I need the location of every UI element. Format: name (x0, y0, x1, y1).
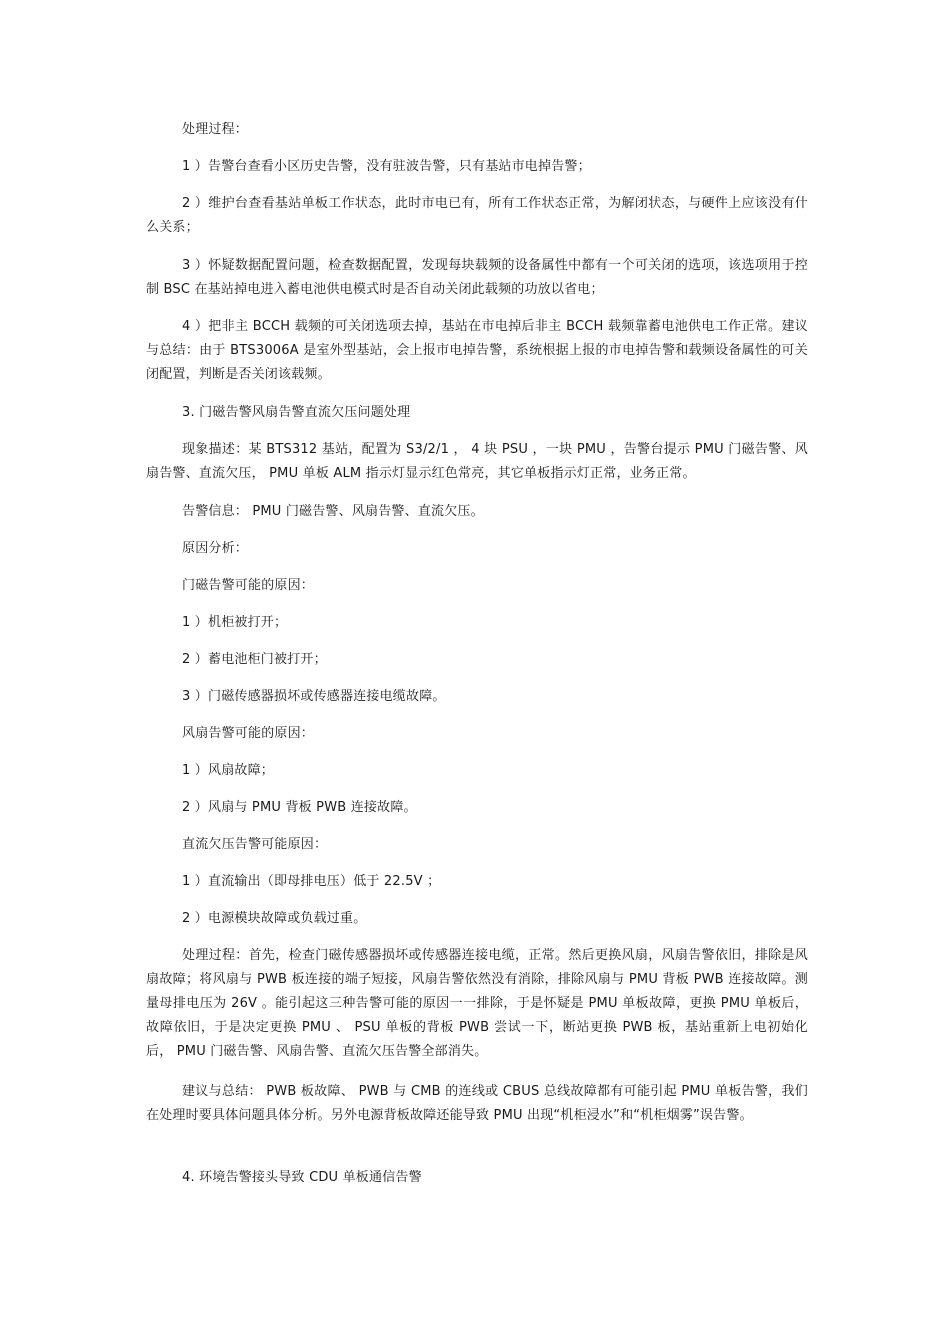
paragraph-step-1: 1 ）告警台查看小区历史告警，没有驻波告警，只有基站市电掉告警； (182, 159, 591, 174)
paragraph-step-3: 3 ）怀疑数据配置问题，检查数据配置，发现每块载频的设备属性中都有一个可关闭的选项，该选项用于控制 BSC 在基站掉电进入蓄电池供电模式时是否自动关闭此载频的功放以省电； (146, 258, 808, 297)
paragraph-dc-cause-heading: 直流欠压告警可能原因： (182, 837, 328, 852)
paragraph-fan-cause-1: 1 ）风扇故障； (182, 763, 275, 778)
paragraph-process-heading: 处理过程： (182, 122, 249, 137)
paragraph-fan-cause-heading: 风扇告警可能的原因： (182, 726, 315, 741)
paragraph-alarm-info: 告警信息： PMU 门磁告警、风扇告警、直流欠压。 (182, 504, 484, 519)
paragraph-dc-cause-2: 2 ）电源模块故障或负载过重。 (182, 911, 367, 926)
paragraph-door-cause-1: 1 ）机柜被打开； (182, 615, 288, 630)
paragraph-door-cause-3: 3 ）门磁传感器损坏或传感器连接电缆故障。 (182, 689, 446, 704)
paragraph-process-detail: 处理过程：首先，检查门磁传感器损坏或传感器连接电缆，正常。然后更换风扇，风扇告警依旧，排除是风扇故障；将风扇与 PWB 板连接的端子短接，风扇告警依然没有消除，排除风扇与 PMU 背板 PWB 连接故障。测量母排电压为 26V 。能引起这三种告警可能的原因一一排除，于是怀疑是 PMU 单板故障，更换 PMU 单板后，故障依旧，于是决定更换 PMU 、 PSU 单板的背板 PWB 尝试一下，断站更换 PWB 板，基站重新上电初始化后， PMU 门磁告警、风扇告警、直流欠压告警全部消失。 (146, 948, 808, 1059)
section-heading-3: 3. 门磁告警风扇告警直流欠压问题处理 (182, 405, 411, 420)
paragraph-symptom: 现象描述：某 BTS312 基站，配置为 S3/2/1 ， 4 块 PSU ，一块 PMU ，告警台提示 PMU 门磁告警、风扇告警、直流欠压， PMU 单板 ALM 指示灯显示红色常亮，其它单板指示灯正常，业务正常。 (146, 442, 808, 481)
paragraph-door-cause-2: 2 ）蓄电池柜门被打开； (182, 652, 327, 667)
paragraph-step-4: 4 ）把非主 BCCH 载频的可关闭选项去掉，基站在市电掉后非主 BCCH 载频靠蓄电池供电工作正常。建议与总结：由于 BTS3006A 是室外型基站，会上报市电掉告警，系统根据上报的市电掉告警和载频设备属性的可关闭配置，判断是否关闭该载频。 (146, 319, 808, 382)
paragraph-door-cause-heading: 门磁告警可能的原因： (182, 578, 315, 593)
paragraph-summary: 建议与总结： PWB 板故障、 PWB 与 CMB 的连线或 CBUS 总线故障都有可能引起 PMU 单板告警，我们在处理时要具体问题具体分析。另外电源背板故障还能导致 PMU 出现“机柜浸水”和“机柜烟雾”误告警。 (146, 1084, 808, 1123)
section-heading-4: 4. 环境告警接头导致 CDU 单板通信告警 (182, 1170, 422, 1185)
paragraph-dc-cause-1: 1 ）直流输出（即母排电压）低于 22.5V ； (182, 874, 441, 889)
paragraph-cause-heading: 原因分析： (182, 541, 249, 556)
paragraph-step-2: 2 ）维护台查看基站单板工作状态，此时市电已有，所有工作状态正常，为解闭状态，与硬件上应该没有什么关系； (146, 196, 808, 235)
paragraph-fan-cause-2: 2 ）风扇与 PMU 背板 PWB 连接故障。 (182, 800, 417, 815)
